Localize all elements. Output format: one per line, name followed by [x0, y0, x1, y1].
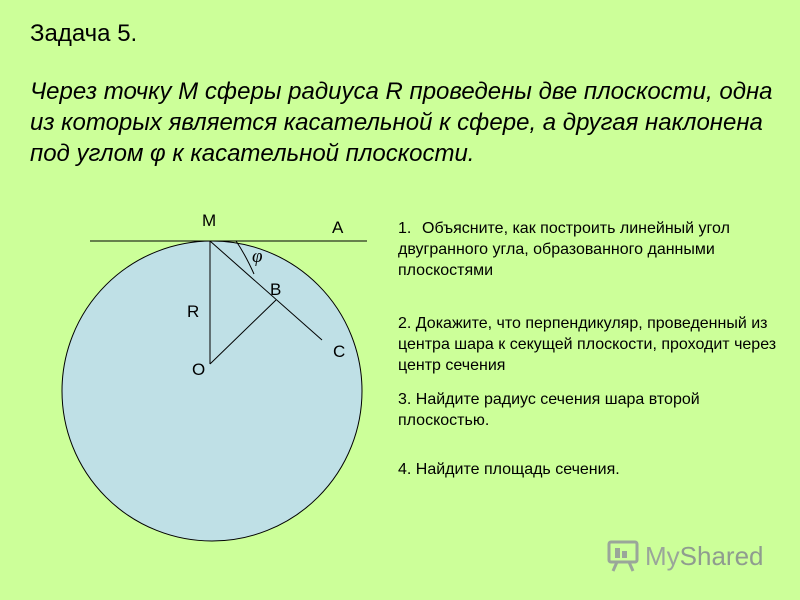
task-4: 4. Найдите площадь сечения.: [398, 461, 620, 478]
sphere-circle: [62, 241, 362, 541]
task-3: 3. Найдите радиус сечения шара второй плоскостью.: [398, 391, 700, 429]
label-m: М: [202, 211, 217, 230]
watermark-text: MyShared: [645, 540, 764, 571]
task-1-text: Объясните, как построить линейный угол двугранного угла, образованного данными плоскостями: [398, 220, 730, 279]
task-1: [398, 218, 768, 281]
watermark-logo: [605, 538, 764, 574]
label-c: С: [333, 342, 346, 361]
label-a: А: [332, 218, 344, 237]
label-o: О: [192, 360, 206, 379]
task-1-number: 1.: [398, 220, 412, 237]
presentation-board-icon: [605, 538, 641, 574]
task-title: Задача 5.: [30, 20, 138, 47]
label-r: R: [187, 302, 200, 321]
label-b: В: [270, 280, 282, 299]
label-phi: φ: [252, 246, 263, 267]
problem-statement: Через точку М сферы радиуса R проведены две плоскости, одна из которых является касательной к сфере, а другая наклонена под углом φ к касательной плоскости.: [30, 78, 773, 167]
task-2: 2. Докажите, что перпендикуляр, проведенный из центра шара к секущей плоскости, проходит через центр сечения: [398, 315, 777, 374]
